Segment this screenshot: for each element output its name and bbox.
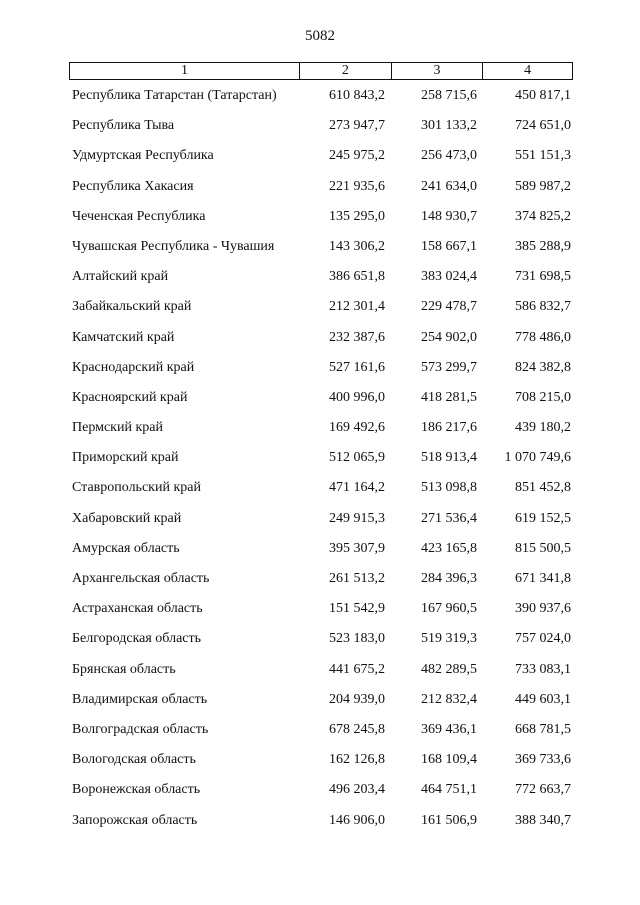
value-col-3-cell: 212 832,4 xyxy=(421,691,477,707)
data-table xyxy=(69,62,573,843)
table-row xyxy=(69,420,573,450)
value-col-2-cell: 471 164,2 xyxy=(329,480,385,496)
table-row xyxy=(69,813,573,843)
table-row xyxy=(69,631,573,661)
value-col-2-cell: 169 492,6 xyxy=(329,420,385,436)
value-col-4-cell: 388 340,7 xyxy=(515,812,571,828)
table-row xyxy=(69,88,573,118)
value-col-3-cell: 519 319,3 xyxy=(421,631,477,647)
value-col-4-cell: 772 663,7 xyxy=(515,782,571,798)
value-col-3-cell: 256 473,0 xyxy=(421,148,477,164)
table-row xyxy=(69,511,573,541)
table-row xyxy=(69,269,573,299)
region-name-cell: Чеченская Республика xyxy=(72,208,206,224)
value-col-2-cell: 135 295,0 xyxy=(329,208,385,224)
value-col-2-cell: 386 651,8 xyxy=(329,269,385,285)
region-name-cell: Амурская область xyxy=(72,540,180,556)
value-col-3-cell: 513 098,8 xyxy=(421,480,477,496)
value-col-2-cell: 496 203,4 xyxy=(329,782,385,798)
value-col-3-cell: 369 436,1 xyxy=(421,721,477,737)
region-name-cell: Архангельская область xyxy=(72,571,210,586)
value-col-4-cell: 439 180,2 xyxy=(515,420,571,436)
table-row xyxy=(69,209,573,239)
region-name-cell: Пермский край xyxy=(72,420,163,436)
region-name-cell: Красноярский край xyxy=(72,389,188,405)
region-name-cell: Хабаровский край xyxy=(72,510,182,526)
value-col-4-cell: 619 152,5 xyxy=(515,510,571,526)
value-col-3-cell: 241 634,0 xyxy=(421,178,477,194)
value-col-4-cell: 708 215,0 xyxy=(515,389,571,405)
value-col-4-cell: 449 603,1 xyxy=(515,691,571,707)
table-header-row xyxy=(69,62,573,80)
region-name-cell: Вологодская область xyxy=(72,752,196,768)
region-name-cell: Воронежская область xyxy=(72,782,201,798)
value-col-3-cell: 258 715,6 xyxy=(421,88,477,103)
page-number: 5082 xyxy=(305,28,335,44)
value-col-2-cell: 441 675,2 xyxy=(329,661,385,677)
value-col-3-cell: 383 024,4 xyxy=(421,269,477,285)
region-name-cell: Республика Тыва xyxy=(72,118,175,134)
value-col-2-cell: 212 301,4 xyxy=(329,299,385,315)
table-row xyxy=(69,450,573,480)
table-row xyxy=(69,722,573,752)
value-col-4-cell: 551 151,3 xyxy=(515,148,571,164)
table-row xyxy=(69,782,573,812)
region-name-cell: Удмуртская Республика xyxy=(72,148,214,164)
value-col-4-cell: 374 825,2 xyxy=(515,208,571,224)
table-row xyxy=(69,330,573,360)
value-col-2-cell: 146 906,0 xyxy=(329,812,385,828)
region-name-cell: Запорожская область xyxy=(72,812,198,828)
region-name-cell: Республика Татарстан (Татарстан) xyxy=(72,88,277,103)
region-name-cell: Алтайский край xyxy=(72,269,169,285)
region-name-cell: Забайкальский край xyxy=(72,299,192,315)
header-col-2: 2 xyxy=(299,63,391,79)
value-col-3-cell: 161 506,9 xyxy=(421,812,477,828)
value-col-4-cell: 589 987,2 xyxy=(515,178,571,194)
table-body xyxy=(69,88,573,843)
value-col-4-cell: 671 341,8 xyxy=(515,571,571,586)
value-col-3-cell: 418 281,5 xyxy=(421,389,477,405)
table-row xyxy=(69,390,573,420)
value-col-4-cell: 778 486,0 xyxy=(515,329,571,345)
value-col-4-cell: 586 832,7 xyxy=(515,299,571,315)
table-row xyxy=(69,118,573,148)
table-row xyxy=(69,662,573,692)
value-col-4-cell: 369 733,6 xyxy=(515,752,571,768)
region-name-cell: Республика Хакасия xyxy=(72,178,194,194)
value-col-2-cell: 512 065,9 xyxy=(329,450,385,466)
table-row xyxy=(69,752,573,782)
table-row xyxy=(69,148,573,178)
value-col-4-cell: 851 452,8 xyxy=(515,480,571,496)
value-col-3-cell: 464 751,1 xyxy=(421,782,477,798)
value-col-4-cell: 815 500,5 xyxy=(515,540,571,556)
value-col-4-cell: 668 781,5 xyxy=(515,721,571,737)
region-name-cell: Белгородская область xyxy=(72,631,202,647)
value-col-3-cell: 423 165,8 xyxy=(421,540,477,556)
value-col-4-cell: 390 937,6 xyxy=(515,601,571,617)
value-col-4-cell: 757 024,0 xyxy=(515,631,571,647)
value-col-2-cell: 151 542,9 xyxy=(329,601,385,617)
region-name-cell: Камчатский край xyxy=(72,329,175,345)
value-col-2-cell: 261 513,2 xyxy=(329,571,385,586)
value-col-2-cell: 245 975,2 xyxy=(329,148,385,164)
header-col-4: 4 xyxy=(482,63,572,79)
value-col-3-cell: 254 902,0 xyxy=(421,329,477,345)
value-col-3-cell: 301 133,2 xyxy=(421,118,477,134)
table-row xyxy=(69,360,573,390)
value-col-4-cell: 731 698,5 xyxy=(515,269,571,285)
table-row xyxy=(69,480,573,510)
value-col-2-cell: 527 161,6 xyxy=(329,359,385,375)
value-col-3-cell: 518 913,4 xyxy=(421,450,477,466)
value-col-2-cell: 395 307,9 xyxy=(329,540,385,556)
header-col-3: 3 xyxy=(391,63,483,79)
value-col-4-cell: 450 817,1 xyxy=(515,88,571,103)
region-name-cell: Ставропольский край xyxy=(72,480,201,496)
value-col-3-cell: 229 478,7 xyxy=(421,299,477,315)
value-col-4-cell: 724 651,0 xyxy=(515,118,571,134)
value-col-2-cell: 273 947,7 xyxy=(329,118,385,134)
table-row xyxy=(69,299,573,329)
table-row xyxy=(69,541,573,571)
region-name-cell: Волгоградская область xyxy=(72,721,209,737)
value-col-2-cell: 400 996,0 xyxy=(329,389,385,405)
value-col-2-cell: 232 387,6 xyxy=(329,329,385,345)
region-name-cell: Краснодарский край xyxy=(72,359,195,375)
table-row xyxy=(69,571,573,601)
value-col-4-cell: 824 382,8 xyxy=(515,359,571,375)
value-col-3-cell: 148 930,7 xyxy=(421,208,477,224)
value-col-3-cell: 167 960,5 xyxy=(421,601,477,617)
table-row xyxy=(69,692,573,722)
value-col-4-cell: 1 070 749,6 xyxy=(504,450,571,466)
region-name-cell: Приморский край xyxy=(72,450,179,466)
value-col-3-cell: 271 536,4 xyxy=(421,510,477,526)
value-col-2-cell: 249 915,3 xyxy=(329,510,385,526)
value-col-2-cell: 162 126,8 xyxy=(329,752,385,768)
value-col-3-cell: 158 667,1 xyxy=(421,238,477,254)
value-col-3-cell: 573 299,7 xyxy=(421,359,477,375)
value-col-2-cell: 204 939,0 xyxy=(329,691,385,707)
region-name-cell: Астраханская область xyxy=(72,601,203,617)
value-col-3-cell: 186 217,6 xyxy=(421,420,477,436)
value-col-2-cell: 610 843,2 xyxy=(329,88,385,103)
region-name-cell: Владимирская область xyxy=(72,691,208,707)
region-name-cell: Брянская область xyxy=(72,661,176,677)
value-col-3-cell: 168 109,4 xyxy=(421,752,477,768)
table-row xyxy=(69,179,573,209)
value-col-3-cell: 482 289,5 xyxy=(421,661,477,677)
table-row xyxy=(69,239,573,269)
value-col-4-cell: 385 288,9 xyxy=(515,238,571,254)
value-col-2-cell: 221 935,6 xyxy=(329,178,385,194)
value-col-3-cell: 284 396,3 xyxy=(421,571,477,586)
value-col-2-cell: 143 306,2 xyxy=(329,238,385,254)
header-col-1: 1 xyxy=(181,63,189,78)
value-col-2-cell: 678 245,8 xyxy=(329,721,385,737)
value-col-2-cell: 523 183,0 xyxy=(329,631,385,647)
region-name-cell: Чувашская Республика - Чувашия xyxy=(72,238,275,254)
table-row xyxy=(69,601,573,631)
value-col-4-cell: 733 083,1 xyxy=(515,661,571,677)
